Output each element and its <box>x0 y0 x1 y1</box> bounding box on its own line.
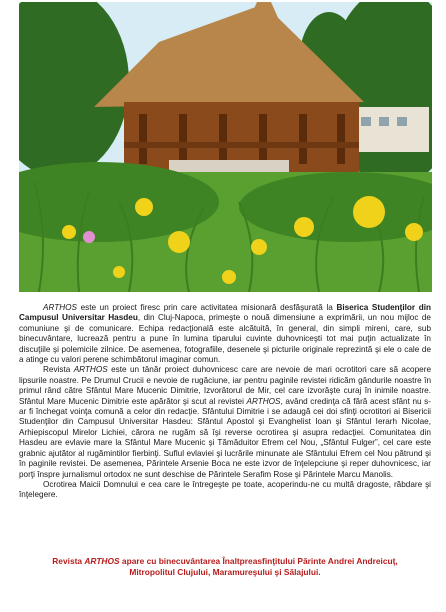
church-pillar <box>179 114 187 164</box>
brand-name: ARTHOS <box>246 396 281 406</box>
church-name: Biserica Studenţilor din Campusul Universitar Hasdeu <box>19 303 431 323</box>
background-building <box>354 107 429 152</box>
yellow-flower <box>62 225 76 239</box>
building-window <box>397 117 407 126</box>
brand-name: ARTHOS <box>73 365 108 375</box>
yellow-flower <box>405 223 423 241</box>
paragraph-1: ARTHOS este un proiect firesc prin care activitatea misionară desfăşurată la Biserica Studenţilor din Campusul Universitar Hasdeu, din Cluj-Napoca, primeşte o nouă dimensiune a exprimării, un nou mijloc de comuniune şi de comunicare. Echipa redacţională este alcătuită, în general, din simpli mireni, care, sub binecuvântare, lucrează pentru a pune în lumina tiparului cuvinte duhovniceşti tot mai puţin actualizate în discuţiile şi polemicile zilnice. De asemenea, fotografiile, desenele şi picturile originale reprezintă şi ele o cale de a atinge cu valori perene schimbătorul imaginar comun. <box>19 303 431 365</box>
church-railing <box>124 142 359 148</box>
yellow-flower <box>168 231 190 253</box>
paragraph-3: Ocrotirea Maicii Domnului e cea care le întregeşte pe toate, acoperindu-ne cu multă dragoste, răbdare şi înţelegere. <box>19 479 431 500</box>
yellow-flower <box>353 196 385 228</box>
brand-name: ARTHOS <box>43 303 77 312</box>
yellow-flower <box>251 239 267 255</box>
church-pillar <box>219 114 227 164</box>
pink-flower <box>83 231 95 243</box>
brand-name: ARTHOS <box>84 556 120 566</box>
church-pillar <box>139 114 147 164</box>
church-pillar <box>299 114 307 164</box>
church-photo <box>19 2 432 292</box>
blessing-note: Revista ARTHOS apare cu binecuvântarea Înaltpreasfinţitului Părinte Andrei Andreicuţ, Mitropolitul Clujului, Maramureşului şi Sălajului. <box>52 556 398 578</box>
yellow-flower <box>222 270 236 284</box>
yellow-flower <box>294 217 314 237</box>
yellow-flower <box>135 198 153 216</box>
paragraph-2: Revista ARTHOS este un tânăr proiect duhovnicesc care are nevoie de mari ocrotitori care să acopere lipsurile noastre. Pe Drumul Crucii e nevoie de rugăciune, iar pentru paginile revistei ridicăm gândurile noastre în primul rând către Sfântul Mare Mucenic Dimitrie, Izvorâtorul de Mir, cel care izvorăşte curaj în inimile noastre. Sfântul Mare Mucenic Dimitrie este apărător şi scut al revistei ARTHOS, având credinţa că fără acest sfânt nu s-ar fi închegat voinţa comună a celor din redacţie. Sfântului Dimitrie i se adaugă cei doi sfinţi ocrotitori ai Bisericii Studenţilor din Campusul Universitar Hasdeu: Sfântul Apostol şi Evanghelist Ioan şi Sfântul Ierarh Nicolae, Arhiepiscopul Mirelor Lichiei, cărora ne rugăm să îşi reverse ocrotirea şi asupra redacţiei. Comunitatea din Hasdeu are evlavie mare la Sfântul Mare Mucenic şi Tămăduitor Efrem cel Nou, „Sfântul Fulger”, cel care este grabnic ajutător al rugămintilor fierbinţi. Suflul evlaviei şi lucrările minunate ale Sfântului Efrem cel Nou pătrund şi în paginile revistei. De asemenea, Părintele Arsenie Boca ne este izvor de înţelepciune şi reper duhovnicesc, iar porţi înspre jurnalismul ortodox ne sunt deschise de Părintele Serafim Rose şi Părintele Marcu Manolis. <box>19 365 432 479</box>
church-pillar <box>337 114 345 164</box>
article-body <box>19 303 431 501</box>
building-window <box>361 117 371 126</box>
church-illustration <box>19 2 432 292</box>
building-window <box>379 117 389 126</box>
yellow-flower <box>113 266 125 278</box>
church-pillar <box>259 114 267 164</box>
